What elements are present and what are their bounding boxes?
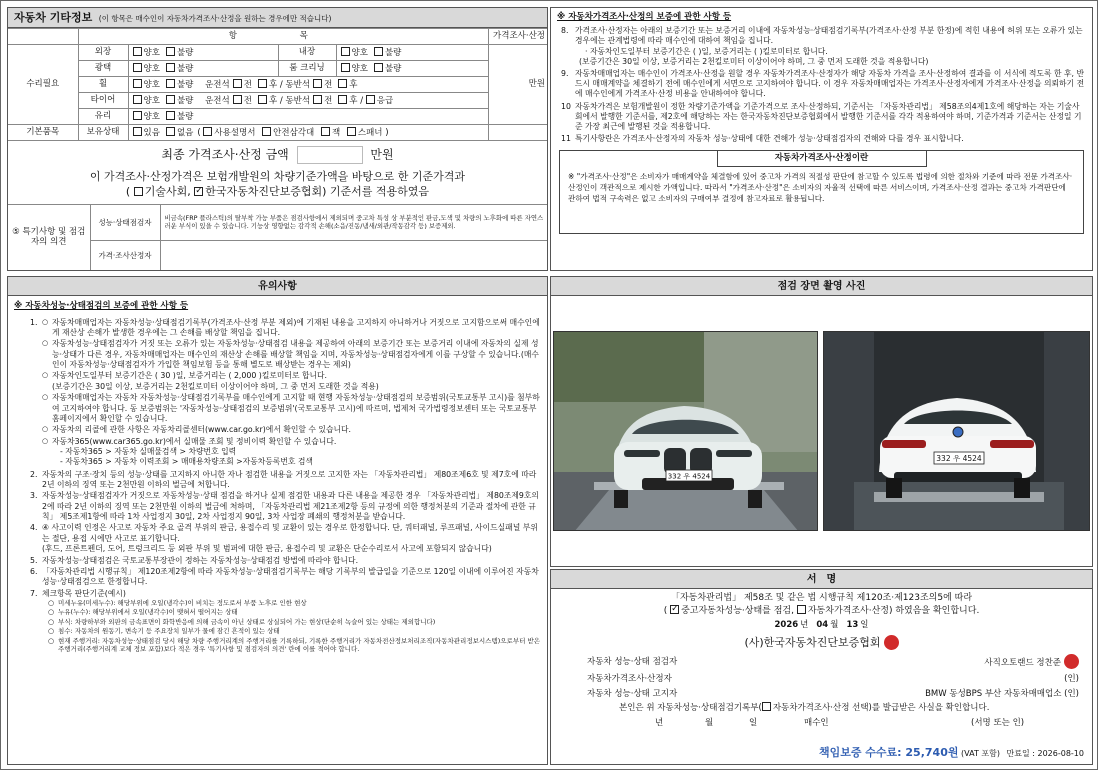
inspector-opinion-text: 비금속(FRP 플라스틱)의 탈부착 가능 부품은 점검사항에서 제외되며 중고차 특성 상 부분적인 판금,도색 및 차량의 노후화에 따른 자연스러운 부식이 있을 수 있습니다. 기능상 영향없는 감각적 손해(소음/진동/냄새/외관/작동감각 등) 보증제외. <box>160 204 548 240</box>
col-item-header: 항 목 <box>78 29 489 45</box>
appraisal-guarantee-title: ※ 자동차가격조사·산정의 보증에 관한 사항 등 <box>557 12 732 22</box>
caution-item-1 <box>30 318 541 469</box>
appraisal-item-10 <box>561 102 1086 132</box>
row-gloss-label: 광택 <box>78 61 128 77</box>
final-price-unit: 만원 <box>370 147 394 162</box>
car365-steps <box>52 447 541 468</box>
basis-opt1-label: 기술사회, <box>144 185 191 199</box>
bullet <box>42 371 541 392</box>
opt-bad-label: 불량 <box>176 111 194 122</box>
item-number: 9. <box>561 69 569 79</box>
opt-bad-label: 불량 <box>384 63 402 74</box>
buyer-date-month: 월 <box>705 718 714 729</box>
group-basic-label: 기본품목 <box>8 125 78 141</box>
signature-panel <box>550 569 1093 765</box>
item-number: 1. <box>30 317 38 327</box>
item-number: 11 <box>561 133 571 143</box>
manual-checkbox[interactable] <box>203 127 212 136</box>
photos-header: 점검 장면 촬영 사진 <box>551 277 1092 296</box>
opt-bad-label: 불량 <box>176 47 194 58</box>
interior-bad-checkbox[interactable] <box>374 47 383 56</box>
used-car-check-label: 중고자동차성능·상태를 점검, <box>681 605 794 616</box>
row-exterior-label: 외장 <box>78 45 128 61</box>
photos-panel <box>550 276 1093 567</box>
basis-line1: 이 가격조사·산정가격은 보험개발원의 차량기준가액을 바탕으로 한 기준가격과 <box>89 170 466 183</box>
date-day-label: 일 <box>860 620 869 631</box>
other-info-title: 자동차 기타정보 <box>14 11 93 24</box>
signer-label: 자동차가격조사·산정자 <box>587 673 672 684</box>
signer-value-text: 사직오토랜드 정찬준 <box>984 658 1061 669</box>
final-price-row <box>8 146 547 164</box>
wheel-passenger-front-checkbox[interactable] <box>313 79 322 88</box>
item-text: 자동차가격은 보험개발원이 정한 차량기준가액을 기준가격으로 조사·산정하되, 기준서는 「자동차관리법」 제58조의4제1호에 해당하는 자는 기술사회에서 발행한 기준서를, 제2호에 해당하는 자는 한국자동차진단보증협회에서 발행한 기준서를 각각 적용하여야 하며, 기준가격과 기준서는 산정일 기준 가장 최근에 발행된 것을 적용합니다. <box>575 101 1082 131</box>
appraisal-item-9 <box>561 69 1086 99</box>
buyer-line <box>551 718 1092 730</box>
inspector-seal-icon <box>1064 654 1079 669</box>
row-interior-label: 내장 <box>278 45 336 61</box>
tire-options: 양호 불량 운전석 전 후 / 동반석 전 후 / 응급 <box>128 93 489 109</box>
item-text: 특기사항란은 가격조사·산정자의 자동차 성능·상태에 대한 견해가 성능·상태점검자의 견해와 다를 경우 표시합니다. <box>575 133 964 143</box>
signer-row <box>563 652 1083 671</box>
warranty-fee: 책임보증 수수료: 25,740원 <box>818 746 959 760</box>
rear-plate-text: 332 우 4524 <box>936 454 982 463</box>
opt-bad-label: 불량 <box>176 95 194 106</box>
item-number: 4. <box>30 523 38 533</box>
room-good-checkbox[interactable] <box>341 63 350 72</box>
exterior-good-checkbox[interactable] <box>133 47 142 56</box>
tire-passenger-front-checkbox[interactable] <box>313 95 322 104</box>
basic-status-label: 보유상태 <box>78 125 128 141</box>
fee-line <box>819 746 1084 760</box>
signature-org <box>551 635 1092 650</box>
item-number: 5. <box>30 555 38 565</box>
row-room-label: 룸 크리닝 <box>278 61 336 77</box>
gloss-options <box>128 61 278 77</box>
tire-bad-checkbox[interactable] <box>166 95 175 104</box>
caution-item-7 <box>30 589 541 655</box>
front-label: 전 <box>324 79 333 90</box>
date-month: 04 <box>816 620 829 631</box>
front-label: 전 <box>324 95 333 106</box>
repair-table <box>8 28 548 141</box>
item-text: 가격조사·산정자는 아래의 보증기간 또는 보증거리 이내에 자동차성능·상태점검기록부(가격조사·산정 부분 한정)에 적힌 내용에 허위 또는 오류가 있는 경우에는 관계법령에 따라 매수인에 대하여 책임을 집니다. <box>575 25 1083 45</box>
expiry-date: 만료일 : 2026-08-10 <box>1006 749 1084 759</box>
wheel-bad-checkbox[interactable] <box>166 79 175 88</box>
opt-good-label: 양호 <box>143 111 160 122</box>
tire-good-checkbox[interactable] <box>133 95 142 104</box>
tire-passenger-rear-checkbox[interactable] <box>338 95 347 104</box>
exterior-bad-checkbox[interactable] <box>166 47 175 56</box>
room-bad-checkbox[interactable] <box>374 63 383 72</box>
rear-label: 후 <box>349 95 358 106</box>
opt-bad-label: 불량 <box>384 47 402 58</box>
triangle-checkbox[interactable] <box>262 127 271 136</box>
caution-item-5 <box>30 556 541 566</box>
buyer-date-day: 일 <box>749 718 758 729</box>
date-year-label: 년 <box>800 620 809 631</box>
glass-bad-checkbox[interactable] <box>166 111 175 120</box>
gloss-bad-checkbox[interactable] <box>166 63 175 72</box>
item-text: (보증기간은 30일 이상, 보증거리는 2천킬로미터 이상이어야 하며, 그 중 먼저 도래한 것을 적용합니다) <box>579 57 929 66</box>
signature-header: 서 명 <box>551 570 1092 589</box>
opt-bad-label: 불량 <box>176 79 194 90</box>
vehicle-other-info-panel <box>7 7 548 271</box>
exterior-options <box>128 45 278 61</box>
rear-car-photo <box>823 331 1090 531</box>
repair-unit-label: 만원 <box>528 79 545 90</box>
special-notes-table <box>8 204 548 271</box>
car365-step: - 자동차365 > 자동차 이력조회 > 매매용차량조회 >자동차등록번호 검색 <box>60 457 313 467</box>
rear-car-illustration <box>824 332 1090 531</box>
row-tire-label: 타이어 <box>78 93 128 109</box>
bullet-text: 자동차인도일부터 보증기간은 ( 30 )일, 보증거리는 ( 2,000 )킬로미터로 합니다. <box>52 371 328 381</box>
appraisal-item-8-note <box>561 57 1086 67</box>
front-car-photo <box>553 331 818 531</box>
org-name: (사)한국자동차진단보증협회 <box>744 636 881 650</box>
glass-good-checkbox[interactable] <box>133 111 142 120</box>
criteria-item: ○ 누유(누수): 해당부위에서 오일(냉각수)이 맺혀서 떨어지는 상태 <box>48 608 541 616</box>
receipt-text: 본인은 위 자동차성능·상태점검기록부( <box>619 703 762 714</box>
opt-bad-label: 불량 <box>176 63 194 74</box>
fee-vat-note: (VAT 포함) <box>961 749 1000 759</box>
front-plate-text: 332 우 4524 <box>667 472 711 481</box>
appraisal-item-11 <box>561 134 1086 144</box>
rear-label: 후 <box>349 79 358 90</box>
basis-opt1-checkbox[interactable] <box>134 187 143 196</box>
used-car-check-checkbox[interactable] <box>670 605 679 614</box>
date-year: 2026 <box>774 620 799 631</box>
criteria-item: ○ 미세누유(미세누수): 해당부위에 오일(냉각수)이 비치는 정도로서 부품 노후로 인한 현상 <box>48 599 541 607</box>
interior-options <box>336 45 489 61</box>
item-text: ④ 사고이력 인정은 사고로 자동차 주요 골격 부위의 판금, 용접수리 및 교환이 있는 경우로 한정합니다. 단, 쿼터패널, 루프패널, 사이드실패널 부위는 절단, 용접 시에만 사고로 표기합니다. <box>42 523 538 543</box>
wheel-driver-front-checkbox[interactable] <box>233 79 242 88</box>
org-seal-icon <box>884 635 899 650</box>
item-text: 자동차매매업자는 매수인이 가격조사·산정을 원할 경우 자동차가격조사·산정자가 해당 자동차 가격을 조사·산정하여 결과를 이 서식에 적도록 한 후, 반드시 매매계약을 체결하기 전에 매수인에게 서면으로 고지하여야 합니다. 이 경우 자동차매매업자는 가격조사·산정자에게 가격조사·산정을 의뢰하기 전에 매수인에게 가격조사·산정 비용을 안내하여야 합니다. <box>575 69 1085 99</box>
repair-price-cell <box>489 45 548 125</box>
item-number: 10 <box>561 101 571 111</box>
opt-good-label: 양호 <box>351 63 368 74</box>
basis-text <box>8 169 547 200</box>
opt-good-label: 양호 <box>143 47 160 58</box>
appraisal-guarantee-panel <box>550 7 1093 271</box>
caution-item-6 <box>30 567 541 588</box>
caution-item-2 <box>30 470 541 491</box>
caution-list <box>14 318 541 655</box>
basic-none-checkbox[interactable] <box>166 127 175 136</box>
room-options <box>336 61 489 77</box>
criteria-list <box>48 599 541 654</box>
rear-label: 후 <box>268 79 278 90</box>
signature-confirm-line: ( ✓중고자동차성능·상태를 점검, 자동차가격조사·산정) 하였음을 확인합니다. <box>551 605 1092 618</box>
item-number: 7. <box>30 588 38 598</box>
item-number: 8. <box>561 25 569 35</box>
wheel-good-checkbox[interactable] <box>133 79 142 88</box>
bullet: ○ 자동차매매업자는 자동차 자동차성능·상태점검기록부를 매수인에게 고지할 때 현행 자동차성능·상태점검의 보증범위(국토교통부 고시)를 첨부하여 고지하여야 합니다. 동 보증범위는 '자동차성능·상태점검의 보증범위'(국토교통부 고시)에 따르며, 법제처 국가법령정보센터 또는 국토교통부 홈페이지에서 확인할 수 있습니다. <box>42 393 541 424</box>
basic-have-checkbox[interactable] <box>133 127 142 136</box>
basis-tail-label: 기준서를 적용하였음 <box>329 185 430 199</box>
basis-line2: ( 기술사회, ✓ 한국자동차진단보증협회) 기준서를 적용하였음 <box>8 184 547 199</box>
front-car-illustration <box>554 332 818 531</box>
appraisal-definition-text: ※ "가격조사·산정"은 소비자가 매매계약을 체결함에 있어 중고차 가격의 적절성 판단에 참고할 수 있도록 법령에 의한 절차와 기준에 따라 전문 가격조사·산정인이 객관적으로 제시한 가액입니다. 따라서 "가격조사·산정"은 소비자의 자율적 선택에 따른 서비스이며, 가격조사·산정 결과는 중고차 가격판단에 관하여 법적 구속력은 없고 소비자의 구매여부 결정에 참고자료로 활용됩니다. <box>568 171 1073 203</box>
caution-body <box>8 296 547 655</box>
jack-checkbox[interactable] <box>321 127 330 136</box>
signer-value: (인) <box>1064 673 1079 684</box>
wheel-options: 양호 불량 운전석 전 후 / 동반석 전 후 <box>128 77 489 93</box>
tire-driver-rear-checkbox[interactable] <box>258 95 267 104</box>
signer-label: 자동차 성능·상태 고지자 <box>587 688 678 699</box>
item-text: 자동차의 구조·장치 등의 성능·상태를 고지하지 아니한 자나 점검한 내용을 거짓으로 고지한 자는 「자동차관리법」 제80조제6호 및 제7호에 따라 2년 이하의 징역 또는 2천만원 이하의 벌금에 처합니다. <box>42 469 537 490</box>
appraisal-definition-box <box>559 150 1084 234</box>
final-price-input[interactable] <box>297 146 363 164</box>
buyer-sign-field[interactable]: (서명 또는 인) <box>971 718 1025 729</box>
criteria-item: ○ 부식: 차량하부와 외판의 금속표면이 화학반응에 의해 금속이 아닌 상태로 상실되어 가는 현상(단순히 녹슬어 있는 상태는 제외합니다) <box>48 618 541 626</box>
driver-seat-label: 운전석 <box>205 79 230 90</box>
rear-label: 후 <box>268 95 278 106</box>
signer-row <box>563 671 1083 686</box>
front-label: 전 <box>243 79 252 90</box>
signer-table <box>563 652 1083 701</box>
passenger-seat-label: 동반석 <box>285 79 311 90</box>
bullet <box>42 437 541 468</box>
bullet: ○ 자동차매매업자는 자동차성능·상태점검기록부(가격조사·산정 부분 제외)에 기재된 내용을 고지하지 아니하거나 거짓으로 고지함으로써 매수인에게 재산상 손해가 발생한 경우에는 그 손해를 배상할 책임을 집니다. <box>42 318 541 339</box>
opt-good-label: 양호 <box>143 95 160 106</box>
criteria-item: ○ 침수: 자동차의 원동기, 변속기 등 주요장치 일부가 물에 잠긴 흔적이 있는 상태 <box>48 627 541 635</box>
caution-item-1-bullets <box>42 318 541 468</box>
special-notes-label: ⑤ 특기사항 및 점검자의 의견 <box>8 204 90 270</box>
signer-row <box>563 686 1083 701</box>
basis-opt2-checkbox[interactable] <box>194 187 203 196</box>
passenger-seat-label: 동반석 <box>285 95 311 106</box>
bullet-text: 자동차365(www.car365.go.kr)에서 실매물 조회 및 정비이력 확인할 수 있습니다. <box>52 436 337 446</box>
bullet: ○ 자동차성능·상태점검자가 거짓 또는 오류가 있는 자동차성능·상태점검 내용을 제공하여 아래의 보증기간 또는 보증거리 이내에 자동차의 실제 성능·상태가 다른 경우, 자동차매매업자는 매수인의 재산상 손해를 배상할 책임을 지며, 자동차성능·상태점검자에게 이를 구상할 수 있습니다.(매수인이 자동차성능·상태점검자가 가입한 책임보험 등을 통해 별도로 배상받는 경우는 제외) <box>42 339 541 370</box>
gloss-good-checkbox[interactable] <box>133 63 142 72</box>
group-repair-label: 수리필요 <box>8 45 78 125</box>
basic-item-triangle: 안전삼각대 <box>273 127 315 138</box>
receipt-text-2: 자동차가격조사·산정 선택)를 발급받은 사실을 확인합니다. <box>772 703 990 714</box>
front-label: 전 <box>243 95 252 106</box>
opt-none-label: 없음 <box>176 127 194 138</box>
bullet-note: (보증기간은 30일 이상, 보증거리는 2천킬로미터 이상이어야 하며, 그 중 먼저 도래한 것을 적용) <box>52 381 379 391</box>
wheel-passenger-rear-checkbox[interactable] <box>338 79 347 88</box>
item-number: 2. <box>30 469 38 479</box>
emergency-label: 응급 <box>376 95 394 106</box>
basic-item-manual: 사용설명서 <box>214 127 256 138</box>
glass-options <box>128 109 489 125</box>
opt-have-label: 있음 <box>143 127 160 138</box>
buyer-label: 매수인 <box>804 718 829 729</box>
appraisal-label: 자동차가격조사·산정) 하였음을 확인합니다. <box>807 605 980 616</box>
caution-item-4 <box>30 523 541 554</box>
caution-item-3 <box>30 491 541 522</box>
receipt-line <box>551 702 1092 714</box>
appraisal-checkbox[interactable] <box>797 605 806 614</box>
basis-opt2-label: 한국자동차진단보증협회 <box>205 185 323 199</box>
criteria-item: ○ 현재 주행거리: 자동차성능·상태점검 당시 해당 차량 주행거리계의 주행거리를 기록하되, 기록한 주행거리가 자동차전산정보처리조직(자동차관리정보시스템)으로부터 받은 주행거리(주행거리계 교체 정보 포함)보다 적은 경우 '특기사항 및 점검자의 의견' 란에 이를 적어야 합니다. <box>48 637 541 654</box>
signature-body <box>551 592 1092 650</box>
caution-title: ※ 자동차성능·상태점검의 보증에 관한 사항 등 <box>14 301 189 311</box>
signer-value: BMW 동성BPS 부산 자동차매매업소 (인) <box>925 688 1079 699</box>
appraisal-items <box>557 26 1086 144</box>
appraiser-opinion-text <box>160 240 548 270</box>
signer-value <box>813 652 1083 671</box>
basic-item-jack: 잭 <box>331 127 341 138</box>
date-day: 13 <box>846 620 859 631</box>
signer-label: 자동차 성능·상태 점검자 <box>587 656 678 667</box>
other-info-header <box>8 8 547 28</box>
caution-panel <box>7 276 548 765</box>
item-text: 「자동차관리법 시행규칙」 제120조제2항에 따라 자동차성능·상태점검기록부는 해당 기록부의 발급일을 기준으로 120일 이내에 이루어진 자동차 성능·상태점검으로 한정합니다. <box>42 566 539 587</box>
interior-good-checkbox[interactable] <box>341 47 350 56</box>
opt-good-label: 양호 <box>143 79 160 90</box>
opt-good-label: 양호 <box>351 47 368 58</box>
final-price-label: 최종 가격조사·산정 금액 <box>161 147 289 162</box>
item-note: (후드, 프론트펜더, 도어, 트렁크리드 등 외판 부위 및 범퍼에 대한 판금, 용접수리 및 교환은 단순수리로서 사고에 포함되지 않습니다) <box>42 544 492 554</box>
spanner-checkbox[interactable] <box>347 127 356 136</box>
item-text: · 자동차인도일부터 보증기간은 ( )일, 보증거리는 ( )킬로미터로 합니다. <box>585 46 828 56</box>
signature-law-line: 「자동차관리법」 제58조 및 같은 법 시행규칙 제120조·제123조의5에 따라 <box>670 593 973 603</box>
row-glass-label: 유리 <box>78 109 128 125</box>
driver-seat-label: 운전석 <box>205 95 230 106</box>
item-text: 체크항목 판단기준(예시) <box>42 588 126 598</box>
receipt-appraisal-checkbox[interactable] <box>762 702 771 711</box>
tire-driver-front-checkbox[interactable] <box>233 95 242 104</box>
row-wheel-label: 휠 <box>78 77 128 93</box>
bullet: ○ 자동차의 리콜에 관한 사항은 자동차리콜센터(www.car.go.kr)에서 확인할 수 있습니다. <box>42 425 541 435</box>
item-text: 자동차성능·상태점검은 국토교통부장관이 정하는 자동차성능·상태점검 방법에 따라야 합니다. <box>42 555 359 565</box>
car365-step: - 자동차365 > 자동차 실매물검색 > 차량번호 입력 <box>60 446 237 456</box>
item-text: 자동차성능·상태점검자가 거짓으로 자동차성능·상태 점검을 하거나 실제 점검한 내용과 다른 내용을 제공한 경우 「자동차관리법」 제80조제9호의2에 따라 2년 이하의 징역 또는 2천만원 이하의 벌금에 처하며, 「자동차관리법 제21조제2항 등의 규정에 의한 행정처분의 기준과 절차에 관한 규칙」 제5조제1항에 따라 1차 사업정지 30일, 2차 사업정지 90일, 3차 사업장 폐쇄의 행정처분을 받습니다. <box>42 491 539 522</box>
basic-item-spanner: 스패너 <box>357 127 383 138</box>
appraisal-definition-title: 자동차가격조사·산정이란 <box>717 151 927 167</box>
basic-items-options: 있음 없음 ( 사용설명서 안전삼각대 잭 스패너 ) <box>128 125 489 141</box>
item-number: 6. <box>30 566 38 576</box>
other-info-subtitle: (이 항목은 매수인이 자동차가격조사·산정을 원하는 경우에만 적습니다) <box>98 14 332 23</box>
buyer-date-year: 년 <box>655 718 664 729</box>
signature-date <box>551 620 1092 632</box>
caution-header: 유의사항 <box>8 277 547 296</box>
date-month-label: 월 <box>830 620 839 631</box>
col-price-header: 가격조사·산정 <box>489 29 548 45</box>
appraisal-item-8-period <box>561 47 1086 57</box>
inspector-opinion-label: 성능·상태점검자 <box>90 204 160 240</box>
opt-good-label: 양호 <box>143 63 160 74</box>
appraiser-opinion-label: 가격·조사산정자 <box>90 240 160 270</box>
wheel-driver-rear-checkbox[interactable] <box>258 79 267 88</box>
appraisal-item-8 <box>561 26 1086 46</box>
tire-emergency-checkbox[interactable] <box>366 95 375 104</box>
item-number: 3. <box>30 491 38 501</box>
